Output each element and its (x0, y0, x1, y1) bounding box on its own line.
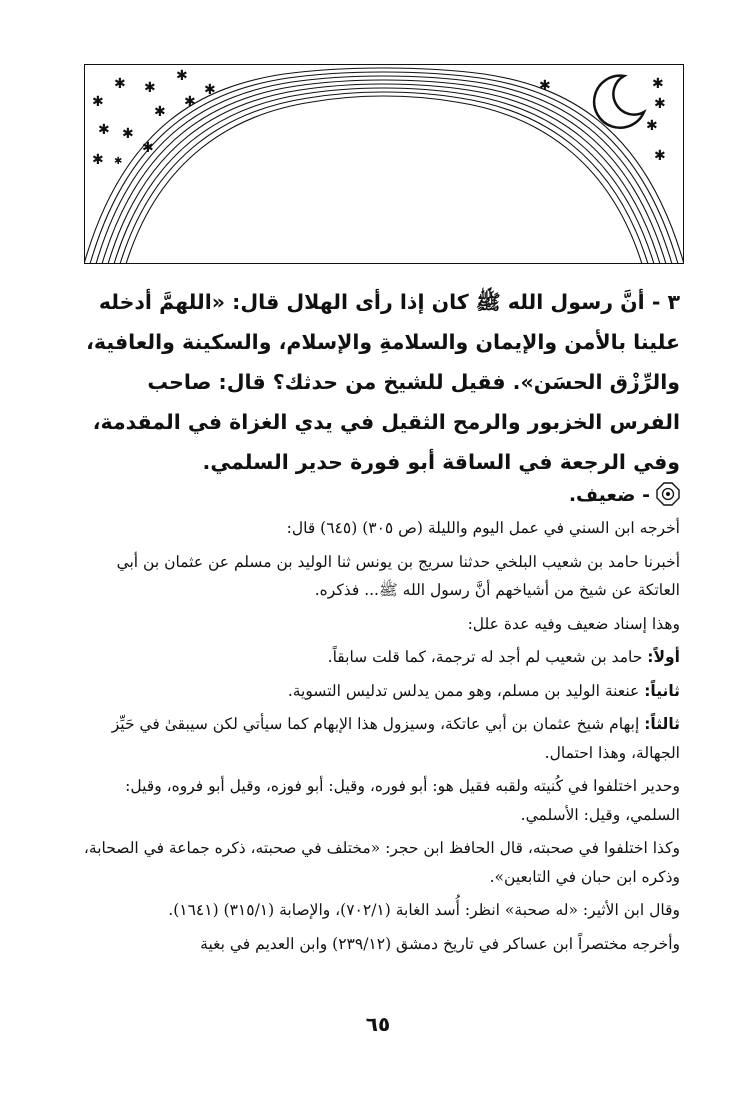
svg-text:✱: ✱ (654, 96, 666, 112)
point-label: ثالثاً: (644, 715, 680, 733)
commentary-paragraph: وهذا إسناد ضعيف وفيه عدة علل: (467, 614, 680, 633)
svg-text:✱: ✱ (122, 126, 134, 142)
svg-text:✱: ✱ (184, 94, 196, 110)
commentary-paragraph: أخبرنا حامد بن شعيب البلخي حدثنا سريج بن يونس ثنا الوليد بن مسلم عن عثمان بن أبي العاتكة عن شيخ من أشياخهم أنَّ رسول الله ﷺ... فذكره. (116, 552, 680, 599)
hadith-text (70, 282, 680, 482)
svg-text:✱: ✱ (652, 76, 664, 92)
commentary-paragraph: وقال ابن الأثير: «له صحبة» انظر: أُسد الغابة (٧٠٢/١)، والإصابة (٣١٥/١) (١٦٤١). (168, 901, 680, 919)
svg-text:✱: ✱ (142, 140, 154, 156)
commentary-paragraph: أخرجه ابن السني في عمل اليوم والليلة (ص ٣٠٥) (٦٤٥) قال: (286, 519, 680, 537)
hadith-body: أنَّ رسول الله ﷺ كان إذا رأى الهلال قال: «اللهمَّ أدخله علينا بالأمن والإيمان والسلامةِ والإسلام، والسكينة والعافية، والرِّزْق الحسَن». فقيل للشيخ من حدثك؟ قال: صاحب الفرس الخزبور والرمح الثقيل في يدي الغزاة في المقدمة، وفي الرجعة في الساقة أبو فورة حدير السلمي. (86, 290, 680, 474)
svg-text:✱: ✱ (114, 76, 126, 92)
commentary-paragraph (70, 643, 680, 672)
octagon-flower-icon (656, 482, 680, 506)
grade-label: - ضعيف. (568, 484, 650, 506)
svg-text:✱: ✱ (646, 118, 658, 134)
svg-text:✱: ✱ (92, 152, 104, 168)
svg-text:✱: ✱ (539, 78, 551, 94)
svg-text:✱: ✱ (92, 94, 104, 110)
commentary-paragraph (70, 677, 680, 706)
svg-text:✱: ✱ (176, 68, 188, 84)
svg-text:✱: ✱ (98, 122, 110, 138)
night-sky-banner-icon (84, 64, 684, 264)
point-label: أولاً: (647, 648, 680, 666)
commentary-paragraph: وكذا اختلفوا في صحبته، قال الحافظ ابن حجر: «مختلف في صحبته، ذكره جماعة في الصحابة، وذكره ابن حبان في التابعين». (83, 839, 680, 886)
svg-text:✱: ✱ (154, 104, 166, 120)
svg-text:✱: ✱ (114, 156, 123, 167)
page-number: ٦٥ (365, 1012, 391, 1036)
commentary (70, 514, 680, 963)
commentary-paragraph: وأخرجه مختصراً ابن عساكر في تاريخ دمشق (٢٣٩/١٢) وابن العديم في بغية (200, 934, 680, 953)
hadith-grade (70, 480, 680, 510)
svg-text:✱: ✱ (204, 82, 216, 98)
hadith-number: ٣ - (651, 290, 680, 314)
svg-text:✱: ✱ (144, 80, 156, 96)
point-text: حامد بن شعيب لم أجد له ترجمة، كما قلت سابقاً. (327, 648, 648, 666)
point-text: عنعنة الوليد بن مسلم، وهو ممن يدلس تدليس التسوية. (287, 681, 645, 700)
commentary-paragraph: وحدير اختلفوا في كُنيته ولقبه فقيل هو: أبو فوره، وقيل: أبو فوزه، وقيل أبو فروه، وقيل: السلمي، وقيل: الأسلمي. (125, 777, 680, 824)
svg-text:✱: ✱ (654, 148, 666, 164)
commentary-paragraph (70, 710, 680, 767)
point-label: ثانياً: (644, 681, 680, 700)
point-text: إبهام شيخ عثمان بن أبي عاتكة، وسيزول هذا الإبهام كما سيأتي لكن سيبقىٰ في حَيِّز الجهالة، وهذا احتمال. (111, 715, 680, 762)
